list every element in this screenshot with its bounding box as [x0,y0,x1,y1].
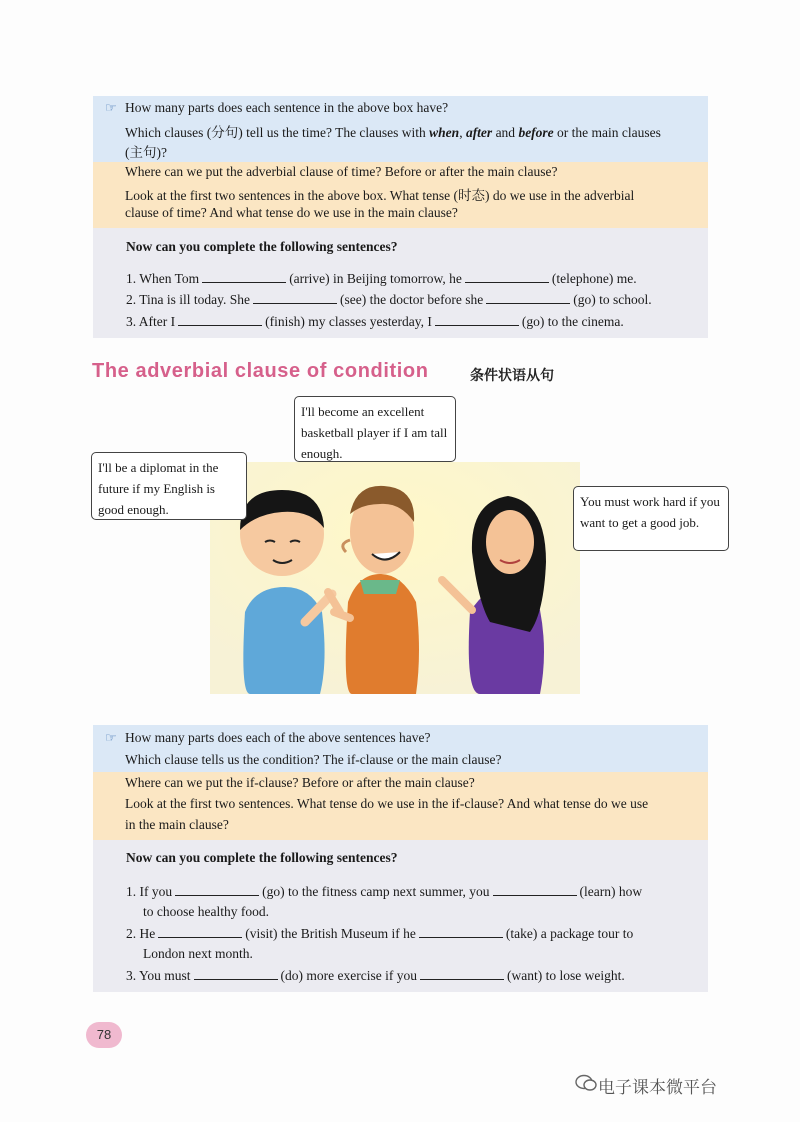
answer-blank[interactable] [253,291,337,304]
question-line: Look at the first two sentences. What tense do we use in the if-clause? And what tense do we use [125,796,649,811]
watermark: 电子课本微平台 [598,1078,717,1098]
exercise-heading: Now can you complete the following sentences? [126,850,398,865]
answer-blank[interactable] [175,883,259,896]
question-line: How many parts does each sentence in the above box have? [125,100,449,115]
answer-blank[interactable] [435,313,519,326]
speech-bubble-boy: I'll be a diplomat in the future if my English is good enough. [91,452,247,520]
question-line: Where can we put the if-clause? Before or after the main clause? [125,775,475,790]
answer-blank[interactable] [486,291,570,304]
section2-exercise-panel [93,840,708,992]
exercise-row: 3. After I (finish) my classes yesterday, I (go) to the cinema. [126,314,624,329]
section1-blue-panel [93,96,708,162]
exercise-heading: Now can you complete the following sentences? [126,239,398,254]
answer-blank[interactable] [465,270,549,283]
exercise-row: 1. If you (go) to the fitness camp next summer, you (learn) how [126,884,643,899]
question-line: Look at the first two sentences in the above box. What tense (时态) do we use in the adverbial [125,188,635,203]
exercise-row: 2. He (visit) the British Museum if he (take) a package tour to [126,926,634,941]
section-title-chinese: 条件状语从句 [470,369,554,384]
exercise-row-continuation: to choose healthy food. [143,904,269,919]
section1-exercise-panel [93,228,708,338]
question-line: clause of time? And what tense do we use in the main clause? [125,205,458,220]
question-line: How many parts does each of the above sentences have? [125,730,431,745]
answer-blank[interactable] [493,883,577,896]
exercise-row: 1. When Tom (arrive) in Beijing tomorrow, he (telephone) me. [126,271,637,286]
section1-orange-panel [93,162,708,228]
speech-bubble-woman: You must work hard if you want to get a good job. [573,486,729,551]
exercise-row: 3. You must (do) more exercise if you (want) to lose weight. [126,968,625,983]
answer-blank[interactable] [202,270,286,283]
answer-blank[interactable] [194,967,278,980]
question-line: Where can we put the adverbial clause of time? Before or after the main clause? [125,164,558,179]
exercise-row-continuation: London next month. [143,946,253,961]
wechat-icon [575,1074,597,1092]
question-line: in the main clause? [125,817,229,832]
answer-blank[interactable] [420,967,504,980]
answer-blank[interactable] [178,313,262,326]
question-line: (主句)? [125,145,167,160]
exercise-row: 2. Tina is ill today. She (see) the doctor before she (go) to school. [126,292,652,307]
section2-blue-panel [93,725,708,772]
answer-blank[interactable] [158,925,242,938]
section-title: The adverbial clause of condition [92,360,429,382]
dialogue-illustration [210,462,580,694]
question-line: Which clauses (分句) tell us the time? The clauses with when, after and before or the main clauses [125,125,661,140]
answer-blank[interactable] [419,925,503,938]
pointing-hand-icon: ☞ [105,730,117,745]
page-number: 78 [86,1022,122,1048]
speech-bubble-man: I'll become an excellent basketball player if I am tall enough. [294,396,456,462]
pointing-hand-icon: ☞ [105,100,117,115]
section2-orange-panel [93,772,708,840]
question-line: Which clause tells us the condition? The if-clause or the main clause? [125,752,502,767]
